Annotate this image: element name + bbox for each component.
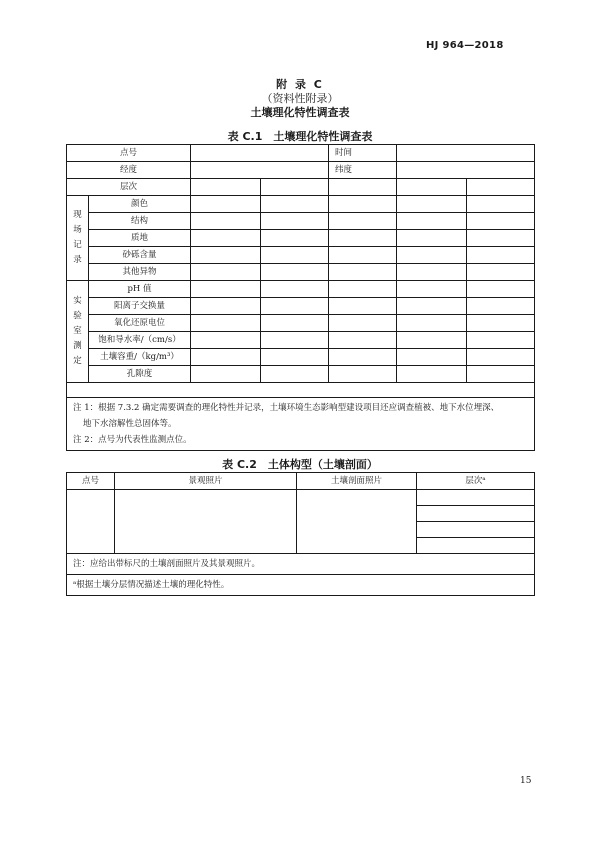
layer-cell xyxy=(417,506,535,522)
time-value-cell xyxy=(397,145,535,162)
table-row xyxy=(67,383,535,398)
col-point: 点号 xyxy=(67,473,115,490)
lab-row-label: 阳离子交换量 xyxy=(89,298,191,315)
table2-footnote: ᵃ根据土壤分层情况描述土壤的理化特性。 xyxy=(67,575,535,596)
point-cell xyxy=(67,490,115,554)
field-row-label: 结构 xyxy=(89,213,191,230)
longitude-label: 经度 xyxy=(67,162,191,179)
field-row-label: 颜色 xyxy=(89,196,191,213)
col-landscape: 景观照片 xyxy=(115,473,297,490)
time-label: 时间 xyxy=(329,145,397,162)
lab-row-label: 氧化还原电位 xyxy=(89,315,191,332)
blank-row xyxy=(67,383,535,398)
note-1: 注 1：根据 7.3.2 确定需要调查的理化特性并记录，土壤环境生态影响型建设项目还应调查植被、地下水位埋深、 xyxy=(73,403,500,413)
longitude-value-cell xyxy=(191,162,329,179)
table-notes xyxy=(67,554,535,575)
table2-note: 注：应给出带标尺的土壤剖面照片及其景观照片。 xyxy=(67,554,535,575)
table-row xyxy=(67,332,535,349)
layer-cell xyxy=(417,490,535,506)
table-row xyxy=(67,349,535,366)
table-row xyxy=(67,315,535,332)
annex-subtitle: （资料性附录） xyxy=(261,92,339,105)
col-layer: 层次ᵃ xyxy=(417,473,535,490)
table-row xyxy=(67,298,535,315)
soil-properties-table xyxy=(66,144,535,451)
table-row xyxy=(67,179,535,196)
table-notes xyxy=(67,398,535,451)
latitude-label: 纬度 xyxy=(329,162,397,179)
table-row xyxy=(67,281,535,298)
lab-row-label: 饱和导水率/（cm/s） xyxy=(89,332,191,349)
note-1-cont: 地下水溶解性总固体等。 xyxy=(83,419,177,429)
annex-name: 土壤理化特性调查表 xyxy=(250,106,350,119)
layer-cell xyxy=(417,538,535,554)
latitude-value-cell xyxy=(397,162,535,179)
table-row xyxy=(67,490,535,506)
table-row xyxy=(67,366,535,383)
field-record-group: 现场记录 xyxy=(67,196,89,281)
point-label: 点号 xyxy=(67,145,191,162)
col-profile: 土壤剖面照片 xyxy=(297,473,417,490)
page-number: 15 xyxy=(520,776,532,786)
field-row-label: 砂砾含量 xyxy=(89,247,191,264)
table-row xyxy=(67,196,535,213)
table-row xyxy=(67,247,535,264)
table-footnote xyxy=(67,575,535,596)
lab-row-label: pH 值 xyxy=(89,281,191,298)
layer-label: 层次 xyxy=(67,179,191,196)
table-row xyxy=(67,264,535,281)
lab-row-label: 孔隙度 xyxy=(89,366,191,383)
annex-heading xyxy=(0,78,600,120)
lab-test-group: 实验室测定 xyxy=(67,281,89,383)
table1-caption: 表 C.1 土壤理化特性调查表 xyxy=(227,130,373,143)
table-row xyxy=(67,213,535,230)
table-header-row xyxy=(67,473,535,490)
table2-caption: 表 C.2 土体构型（土壤剖面） xyxy=(222,458,378,471)
standard-code: HJ 964—2018 xyxy=(426,40,504,51)
table-row xyxy=(67,162,535,179)
notes-cell xyxy=(67,398,535,451)
landscape-photo-cell xyxy=(115,490,297,554)
annex-title: 附 录 C xyxy=(276,78,324,91)
lab-row-label: 土壤容重/（kg/m³） xyxy=(89,349,191,366)
table-row xyxy=(67,145,535,162)
profile-photo-cell xyxy=(297,490,417,554)
note-2: 注 2：点号为代表性监测点位。 xyxy=(73,435,192,445)
soil-profile-table xyxy=(66,472,535,596)
field-row-label: 其他异物 xyxy=(89,264,191,281)
point-value-cell xyxy=(191,145,329,162)
field-row-label: 质地 xyxy=(89,230,191,247)
table-row xyxy=(67,230,535,247)
layer-cell xyxy=(417,522,535,538)
